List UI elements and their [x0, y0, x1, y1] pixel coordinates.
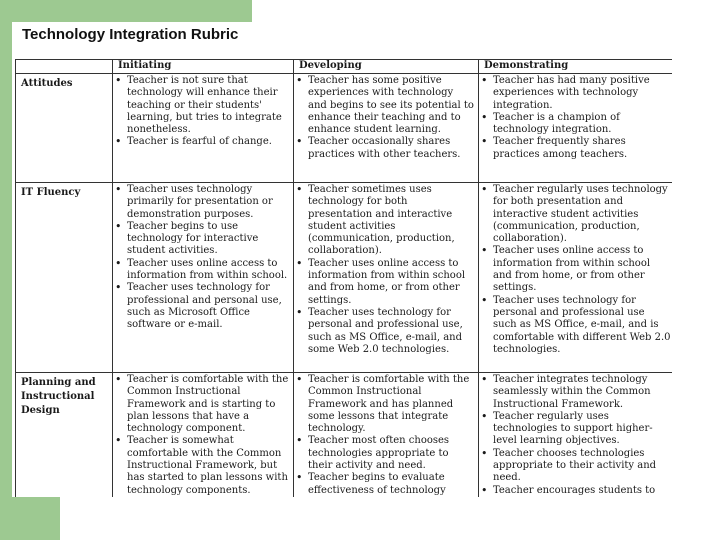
table-header-row [16, 60, 673, 74]
cell-it-fluency-initiating [113, 183, 294, 373]
cell-attitudes-demonstrating [479, 74, 673, 183]
list-item: • Teacher is a champion of technology integration. [493, 112, 671, 137]
cell-attitudes-developing [294, 74, 479, 183]
list-item: • Teacher uses technology for professional and personal use, such as Microsoft Office software or e-mail. [127, 282, 289, 331]
row-label-planning: Planning and Instructional Design [16, 373, 113, 498]
list-item: • Teacher is fearful of change. [127, 136, 289, 148]
rubric-document [12, 22, 672, 497]
table-row-attitudes [16, 74, 673, 183]
list-item: • Teacher has had many positive experiences with technology integration. [493, 75, 671, 112]
cell-planning-developing [294, 373, 479, 498]
list-item: • Teacher is comfortable with the Common Instructional Framework and has planned some lessons that integrate technology. [308, 374, 474, 435]
cell-planning-demonstrating [479, 373, 673, 498]
accent-block-bottom [0, 497, 60, 540]
row-label-it-fluency: IT Fluency [16, 183, 113, 373]
cell-it-fluency-demonstrating [479, 183, 673, 373]
list-item: • Teacher uses online access to information from within school and from home, or from other settings. [308, 258, 474, 307]
rubric-table [15, 59, 672, 497]
list-item: • Teacher most often chooses technologies appropriate to their activity and need. [308, 435, 474, 472]
list-item: • Teacher uses online access to information from within school and from home, or from other settings. [493, 245, 671, 294]
list-item: • Teacher is comfortable with the Common Instructional Framework and is starting to plan lessons that have a technology component. [127, 374, 289, 435]
accent-bar-top [0, 0, 252, 22]
list-item: • Teacher uses technology primarily for presentation or demonstration purposes. [127, 184, 289, 221]
table-row-it-fluency [16, 183, 673, 373]
list-item: • Teacher uses online access to information from within school. [127, 258, 289, 283]
list-item: • Teacher uses technology for personal and professional use such as MS Office, e-mail, and is comfortable with different Web 2.0 technologies. [493, 295, 671, 356]
list-item: • Teacher regularly uses technology for both presentation and interactive student activities (communication, production, collaboration). [493, 184, 671, 245]
list-item: • Teacher begins to evaluate effectiveness of technology [308, 472, 474, 497]
header-demonstrating: Demonstrating [479, 60, 673, 74]
header-developing: Developing [294, 60, 479, 74]
list-item: • Teacher integrates technology seamlessly within the Common Instructional Framework. [493, 374, 671, 411]
list-item: • Teacher is not sure that technology will enhance their teaching or their students' learning, but tries to integrate nonetheless. [127, 75, 289, 136]
list-item: • Teacher frequently shares practices among teachers. [493, 136, 671, 161]
list-item: • Teacher begins to use technology for interactive student activities. [127, 221, 289, 258]
list-item: • Teacher encourages students to [493, 485, 671, 497]
list-item: • Teacher occasionally shares practices with other teachers. [308, 136, 474, 161]
cell-it-fluency-developing [294, 183, 479, 373]
list-item: • Teacher chooses technologies appropriate to their activity and need. [493, 448, 671, 485]
document-title: Technology Integration Rubric [22, 26, 239, 43]
cell-attitudes-initiating [113, 74, 294, 183]
list-item: • Teacher regularly uses technologies to support higher-level learning objectives. [493, 411, 671, 448]
header-initiating: Initiating [113, 60, 294, 74]
header-corner [16, 60, 113, 74]
list-item: • Teacher is somewhat comfortable with the Common Instructional Framework, but has started to plan lessons with technology components. [127, 435, 289, 496]
list-item: • Teacher sometimes uses technology for both presentation and interactive student activities (communication, production, collaboration). [308, 184, 474, 258]
cell-planning-initiating [113, 373, 294, 498]
list-item: • Teacher uses technology for personal and professional use, such as MS Office, e-mail, and some Web 2.0 technologies. [308, 307, 474, 356]
accent-bar-left [0, 0, 12, 540]
table-row-planning [16, 373, 673, 498]
list-item: • Teacher has some positive experiences with technology and begins to see its potential to enhance their teaching and to enhance student learning. [308, 75, 474, 136]
row-label-attitudes: Attitudes [16, 74, 113, 183]
